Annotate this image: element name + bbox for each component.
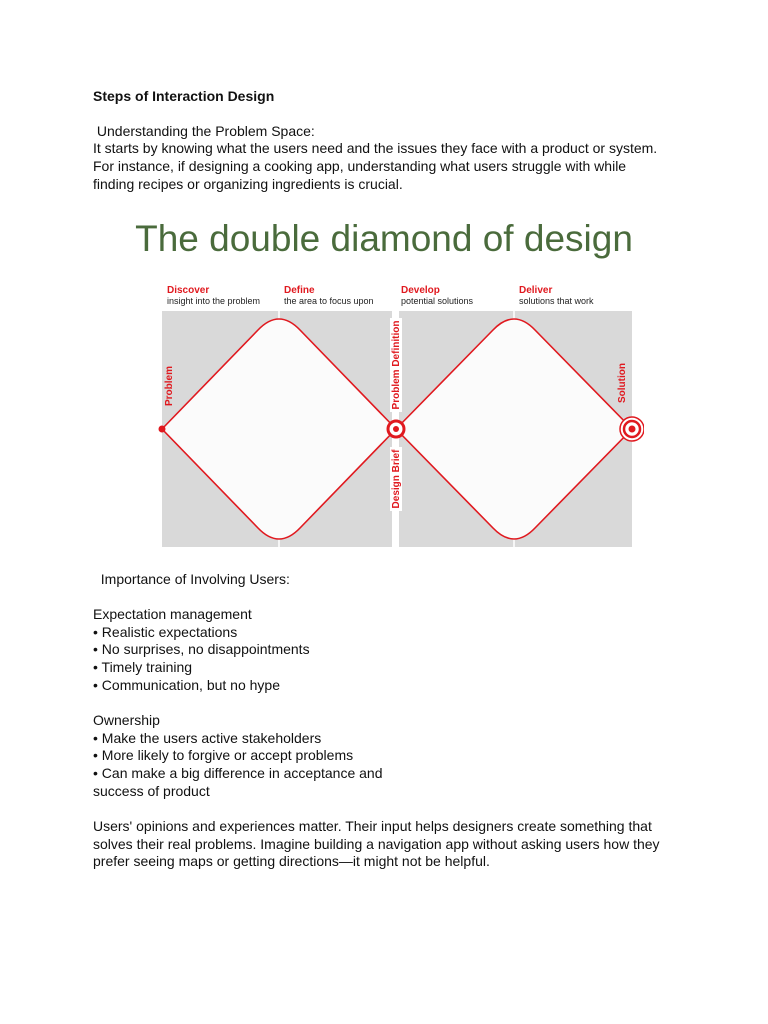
document-heading: Steps of Interaction Design [93,88,275,104]
problem-label: Problem [164,365,175,407]
phase-deliver [519,285,594,307]
paragraph-line: Users' opinions and experiences matter. Their input helps designers create something that [93,818,652,834]
phase-name: Discover [167,285,210,296]
paragraph-line: prefer seeing maps or getting directions—it might not be helpful. [93,853,490,869]
phase-name: Deliver [519,285,553,296]
problem-dot [159,426,166,433]
expectation-title: Expectation management [93,606,252,622]
ownership-title: Ownership [93,712,160,728]
list-item: success of product [93,783,210,799]
phase-develop [401,285,473,307]
paragraph-line: For instance, if designing a cooking app, understanding what users struggle with while [93,158,627,174]
phase-name: Develop [401,285,440,296]
design-brief-label: Design Brief [391,449,402,509]
phase-description: the area to focus upon [284,296,374,306]
paragraph-line: It starts by knowing what the users need and the issues they face with a product or system. [93,140,658,156]
solution-label: Solution [617,363,628,403]
phase-define [284,285,374,307]
paragraph-line: finding recipes or organizing ingredients is crucial. [93,176,403,192]
list-item: • Can make a big difference in acceptance and [93,765,383,781]
list-item: • Make the users active stakeholders [93,730,322,746]
double-diamond-figure [108,212,660,552]
phase-description: insight into the problem [167,296,261,306]
section-title-involving-users: Importance of Involving Users: [93,571,290,587]
list-item: • Communication, but no hype [93,677,281,693]
double-diamond-diagram [154,308,644,550]
section-title-problem-space: Understanding the Problem Space: [93,123,315,139]
problem-definition-label: Problem Definition [391,320,402,410]
phase-description: potential solutions [401,296,474,306]
list-item: • More likely to forgive or accept problems [93,747,354,763]
phase-description: solutions that work [519,296,594,306]
figure-title: The double diamond of design [135,218,633,259]
paragraph-line: solves their real problems. Imagine building a navigation app without asking users how they [93,836,660,852]
list-item: • No surprises, no disappointments [93,641,310,657]
phase-discover [167,285,260,307]
phase-name: Define [284,285,315,296]
list-item: • Realistic expectations [93,624,238,640]
list-item: • Timely training [93,659,193,675]
